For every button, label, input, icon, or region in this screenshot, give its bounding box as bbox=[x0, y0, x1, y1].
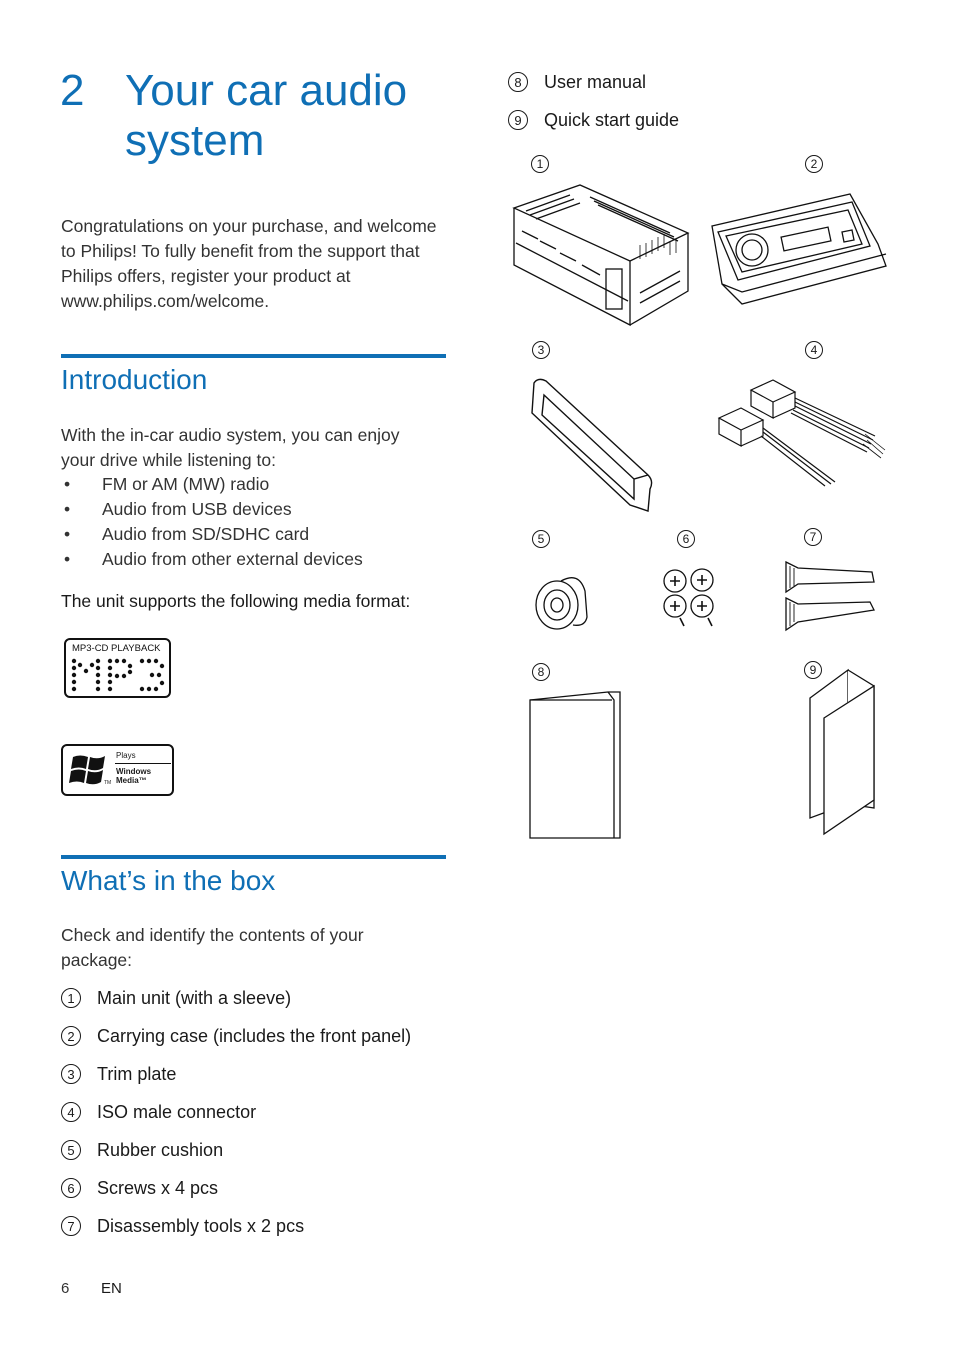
carrying-case-illustration bbox=[702, 192, 888, 307]
list-item: • Audio from other external devices bbox=[61, 547, 451, 572]
quick-start-guide-illustration bbox=[808, 668, 878, 838]
item-number: 3 bbox=[61, 1064, 81, 1084]
figure-label: 9 bbox=[804, 661, 822, 679]
box-contents-list-continued bbox=[508, 63, 908, 139]
list-item: 4 ISO male connector bbox=[61, 1093, 451, 1131]
disassembly-tools-illustration bbox=[782, 560, 878, 632]
list-item: 9 Quick start guide bbox=[508, 101, 908, 139]
section-rule bbox=[61, 855, 446, 859]
list-item: 5 Rubber cushion bbox=[61, 1131, 451, 1169]
item-number: 4 bbox=[61, 1102, 81, 1122]
list-item: 7 Disassembly tools x 2 pcs bbox=[61, 1207, 451, 1245]
trim-plate-illustration bbox=[530, 375, 660, 515]
item-number: 2 bbox=[61, 1026, 81, 1046]
box-contents-list bbox=[61, 979, 451, 1245]
introduction-lead: With the in-car audio system, you can enjoy your drive while listening to: bbox=[61, 425, 400, 470]
page-title: Your car audio system bbox=[125, 66, 408, 165]
section-heading-introduction: Introduction bbox=[61, 364, 208, 395]
rubber-cushion-illustration bbox=[533, 567, 593, 633]
introduction-bullet-list bbox=[61, 472, 451, 572]
list-item: 1 Main unit (with a sleeve) bbox=[61, 979, 451, 1017]
page-number: 6 bbox=[61, 1280, 70, 1297]
screws-illustration bbox=[660, 568, 720, 628]
iso-connector-illustration bbox=[715, 378, 885, 488]
user-manual-illustration bbox=[528, 690, 622, 840]
figure-label: 5 bbox=[532, 530, 550, 548]
list-item: • FM or AM (MW) radio bbox=[61, 472, 451, 497]
section-heading-whats-in-the-box: What’s in the box bbox=[61, 865, 276, 896]
section-rule bbox=[61, 354, 446, 358]
list-item: 3 Trim plate bbox=[61, 1055, 451, 1093]
plays-label: Plays bbox=[116, 751, 136, 760]
bullet: • bbox=[64, 549, 71, 569]
item-number: 5 bbox=[61, 1140, 81, 1160]
bullet: • bbox=[64, 499, 71, 519]
figure-label: 3 bbox=[532, 341, 550, 359]
language-code: EN bbox=[101, 1280, 122, 1297]
box-lead: Check and identify the contents of your package: bbox=[61, 925, 364, 970]
bullet: • bbox=[64, 474, 71, 494]
list-item: 8 User manual bbox=[508, 63, 908, 101]
list-item: • Audio from USB devices bbox=[61, 497, 451, 522]
bullet: • bbox=[64, 524, 71, 544]
mp3-logo-caption: MP3-CD PLAYBACK bbox=[72, 643, 161, 654]
list-item: • Audio from SD/SDHC card bbox=[61, 522, 451, 547]
logo-divider bbox=[115, 763, 171, 764]
list-item: 2 Carrying case (includes the front panel) bbox=[61, 1017, 451, 1055]
figure-label: 6 bbox=[677, 530, 695, 548]
figure-label: 4 bbox=[805, 341, 823, 359]
media-label: Media™ bbox=[116, 776, 147, 785]
item-number: 9 bbox=[508, 110, 528, 130]
list-item: 6 Screws x 4 pcs bbox=[61, 1169, 451, 1207]
mp3-cd-logo bbox=[64, 638, 171, 698]
item-number: 8 bbox=[508, 72, 528, 92]
item-number: 6 bbox=[61, 1178, 81, 1198]
media-format-line: The unit supports the following media format: bbox=[61, 591, 411, 611]
item-number: 1 bbox=[61, 988, 81, 1008]
windows-label: Windows bbox=[116, 767, 152, 776]
item-number: 7 bbox=[61, 1216, 81, 1236]
chapter-number: 2 bbox=[60, 66, 85, 115]
figure-label: 2 bbox=[805, 155, 823, 173]
figure-label: 8 bbox=[532, 663, 550, 681]
main-unit-illustration bbox=[510, 183, 690, 328]
figure-label: 7 bbox=[804, 528, 822, 546]
mp3-dot-matrix-icon bbox=[70, 657, 168, 693]
figure-label: 1 bbox=[531, 155, 549, 173]
windows-media-logo bbox=[61, 744, 174, 796]
intro-paragraph: Congratulations on your purchase, and welcome to Philips! To fully benefit from the support that Philips offers, register your product at www.philips.com/welcome. bbox=[61, 216, 437, 311]
tm-mark: TM bbox=[104, 780, 112, 786]
